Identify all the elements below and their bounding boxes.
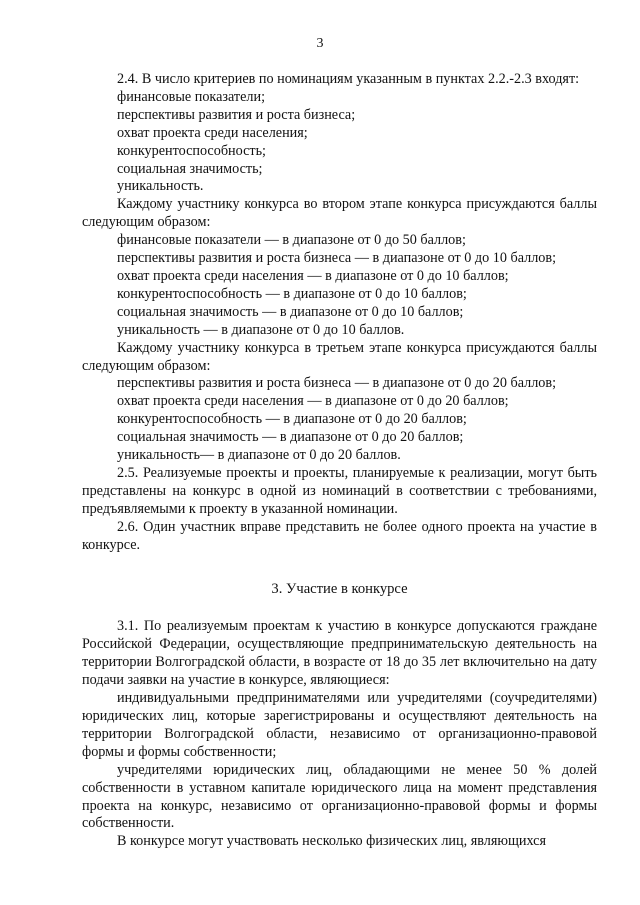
paragraph: индивидуальными предпринимателями или учредителями (соучредителями) юридических лиц, которые зарегистрированы и осуществляют деятельность на территории Волгоградской области, независимо от организационно-правовой формы и формы собственности; [82,690,597,760]
list-item: охват проекта среди населения — в диапазоне от 0 до 20 баллов; [117,393,509,410]
list-item: перспективы развития и роста бизнеса — в диапазоне от 0 до 10 баллов; [117,250,557,267]
section-heading: 3. Участие в конкурсе [271,581,408,598]
list-item: конкурентоспособность; [117,142,266,159]
list-item: уникальность— в диапазоне от 0 до 20 баллов. [117,447,401,464]
paragraph: 2.4. В число критериев по номинациям указанным в пунктах 2.2.-2.3 входят: [117,71,580,87]
paragraph: учредителями юридических лиц, обладающими не менее 50 % долей собственности в уставном капитале юридического лица на момент представления проекта на конкурс, независимо от организационно-правовой формы и формы собственности. [82,761,597,832]
list-item: финансовые показатели — в диапазоне от 0 до 50 баллов; [117,232,466,249]
paragraph: Каждому участнику конкурса в третьем этапе конкурса присуждаются баллы следующим образом: [82,339,597,374]
list-item: охват проекта среди населения — в диапазоне от 0 до 10 баллов; [117,267,509,284]
list-item: конкурентоспособность — в диапазоне от 0 до 20 баллов; [117,411,467,428]
paragraph: Каждому участнику конкурса во втором этапе конкурса присуждаются баллы следующим образом: [82,196,597,231]
list-item: охват проекта среди населения; [117,124,308,141]
list-item: социальная значимость — в диапазоне от 0 до 20 баллов; [117,429,464,446]
list-item: уникальность — в диапазоне от 0 до 10 баллов. [117,321,405,338]
page-number: 3 [316,36,324,51]
list-item: уникальность. [117,178,204,195]
paragraph: 3.1. По реализуемым проектам к участию в конкурсе допускаются граждане Российской Федерации, осуществляющие предпринимательскую деятельность на территории Волгоградской области, в возрасте от 18 до 35 лет включительно на дату подачи заявки на участие в конкурсе, являющиеся: [82,618,597,689]
list-item: перспективы развития и роста бизнеса; [117,106,356,123]
paragraph: 2.6. Один участник вправе представить не более одного проекта на участие в конкурсе. [82,518,597,553]
list-item: финансовые показатели; [117,88,266,105]
document-body [82,71,597,851]
paragraph: 2.5. Реализуемые проекты и проекты, планируемые к реализации, могут быть представлены на конкурс в одной из номинаций в соответствии с требованиями, предъявляемыми к проекту в указанной номинации. [82,464,597,517]
paragraph: В конкурсе могут участвовать несколько физических лиц, являющихся [117,833,546,850]
list-item: социальная значимость; [117,160,263,177]
list-item: перспективы развития и роста бизнеса — в диапазоне от 0 до 20 баллов; [117,375,557,392]
list-item: конкурентоспособность — в диапазоне от 0 до 10 баллов; [117,285,467,302]
list-item: социальная значимость — в диапазоне от 0 до 10 баллов; [117,303,464,320]
